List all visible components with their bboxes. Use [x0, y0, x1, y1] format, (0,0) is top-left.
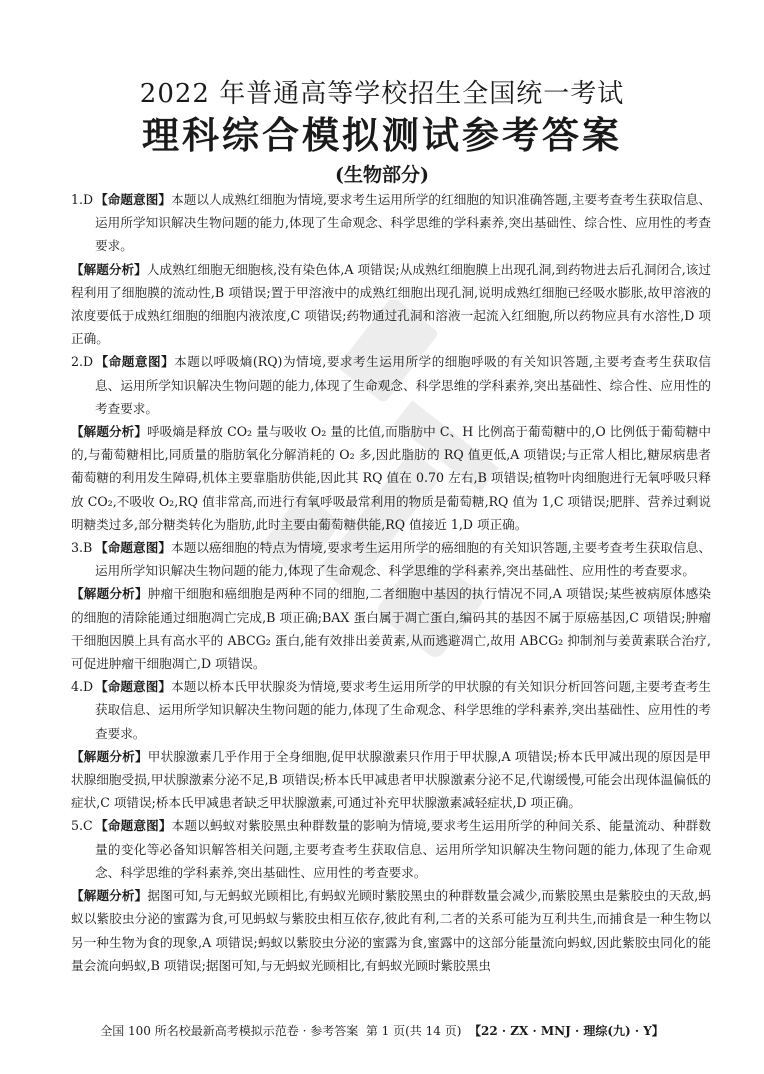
intent-label: 【命题意图】 [95, 192, 172, 207]
analysis-text: 肿瘤干细胞和癌细胞是两种不同的细胞,二者细胞中基因的执行情况不同,A 项错误;某些被病原体感染的细胞的清除能通过细胞凋亡完成,B 项正确;BAX 蛋白属于凋亡蛋白,编码其的基因不属于原癌基因,C 项错误;肿瘤干细胞因膜上具有高水平的 ABCG₂ 蛋白,能有效排出姜黄素,从而逃避凋亡,故用 ABCG₂ 抑制剂与姜黄素联合治疗,可促进肿瘤干细胞凋亡,D 项错误。 [71, 586, 711, 672]
question-block [71, 350, 711, 536]
exam-title: 2022 年普通高等学校招生全国统一考试 [139, 79, 625, 109]
question-intent [71, 188, 711, 258]
analysis-label: 【解题分析】 [71, 586, 148, 602]
answer-content [71, 188, 711, 977]
analysis-label: 【解题分析】 [71, 424, 148, 440]
question-intent [71, 675, 711, 745]
question-block [71, 536, 711, 675]
intent-label: 【命题意图】 [95, 818, 172, 834]
intent-text: 本题以人成熟红细胞为情境,要求考生运用所学的红细胞的知识准确答题,主要考查考生获取信息、运用所学知识解决生物问题的能力,体现了生命观念、科学思维的学科素养,突出基础性、综合性、应用性的考查要求。 [95, 192, 712, 254]
analysis-text: 呼吸熵是释放 CO₂ 量与吸收 O₂ 量的比值,而脂肪中 C、H 比例高于葡萄糖中的,O 比例低于葡萄糖中的,与葡萄糖相比,同质量的脂肪氧化分解消耗的 O₂ 多,因此脂肪的 RQ 值更低,A 项错误;与正常人相比,糖尿病患者葡萄糖的利用发生障碍,机体主要靠脂肪供能,因此其 RQ 值在 0.70 左右,B 项错误;植物叶肉细胞进行无氧呼吸只释放 CO₂,不吸收 O₂,RQ 值非常高,而进行有氧呼吸最常利用的物质是葡萄糖,RQ 值为 1,C 项错误;肥胖、营养过剩说明糖类过多,部分糖类转化为脂肪,此时主要由葡萄糖供能,RQ 值接近 1,D 项正确。 [71, 424, 712, 532]
intent-label: 【命题意图】 [95, 679, 172, 695]
footer-code: 【22 · ZX · MNJ · 理综(九) · Y】 [469, 1024, 664, 1038]
footer-page-info: 第 1 页(共 14 页) [365, 1024, 462, 1038]
question-number: 5.C [71, 818, 93, 834]
question-intent [71, 536, 711, 582]
analysis-label: 【解题分析】 [71, 261, 147, 277]
intent-text: 本题以蚂蚁对紫胶黑虫种群数量的影响为情境,要求考生运用所学的种间关系、能量流动、种群数量的变化等必备知识解答相关问题,主要考查考生获取信息、运用所学知识解决生物问题的能力,体现了生命观念、科学思维的学科素养,突出基础性、应用性的考查要求。 [95, 818, 711, 880]
footer-source: 全国 100 所名校最新高考模拟示范卷 · 参考答案 [100, 1024, 359, 1038]
main-title: 理科综合模拟测试参考答案 [142, 113, 622, 157]
intent-text: 本题以呼吸熵(RQ)为情境,要求考生运用所学的细胞呼吸的有关知识答题,主要考查考生获取信息、运用所学知识解决生物问题的能力,体现了生命观念、科学思维的学科素养,突出基础性、综合性、应用性的考查要求。 [95, 354, 711, 416]
question-number: 4.D [71, 679, 94, 695]
question-number: 1.D [71, 192, 94, 207]
question-analysis [71, 745, 711, 815]
intent-label: 【命题意图】 [95, 540, 172, 556]
question-number: 2.D [71, 354, 94, 370]
intent-label: 【命题意图】 [95, 354, 175, 370]
analysis-label: 【解题分析】 [71, 748, 148, 764]
analysis-text: 据图可知,与无蚂蚁光顾相比,有蚂蚁光顾时紫胶黑虫的种群数量会减少,而紫胶黑虫是紫胶虫的天敌,蚂蚁以紫胶虫分泌的蜜露为食,可见蚂蚁与紫胶虫相互依存,彼此有利,二者的关系可能为互利共生,而捕食是一种生物以另一种生物为食的现象,A 项错误;蚂蚁以紫胶虫分泌的蜜露为食,蜜露中的这部分能量流向蚂蚁,因此紫胶虫同化的能量会流向蚂蚁,B 项错误;据图可知,与无蚂蚁光顾相比,有蚂蚁光顾时紫胶黑虫 [71, 888, 711, 973]
question-analysis [71, 884, 711, 977]
question-intent [71, 350, 711, 420]
intent-text: 本题以桥本氏甲状腺炎为情境,要求考生运用所学的甲状腺的有关知识分析回答问题,主要考查考生获取信息、运用所学知识解决生物问题的能力,体现了生命观念、科学思维的学科素养,突出基础性、应用性的考查要求。 [95, 679, 712, 741]
page-footer [0, 1022, 764, 1040]
question-number: 3.B [71, 540, 93, 556]
question-analysis [71, 582, 711, 675]
section-subtitle: (生物部分) [335, 164, 429, 186]
analysis-text: 人成熟红细胞无细胞核,没有染色体,A 项错误;从成熟红细胞膜上出现孔洞,到药物进去后孔洞闭合,该过程利用了细胞膜的流动性,B 项错误;置于甲溶液中的成熟红细胞出现孔洞,说明成熟红细胞已经吸水膨胀,故甲溶液的浓度要低于成熟红细胞的细胞内液浓度,C 项错误;药物通过孔洞和溶液一起流入红细胞,所以药物应具有水溶性,D 项正确。 [71, 261, 711, 347]
analysis-text: 甲状腺激素几乎作用于全身细胞,促甲状腺激素只作用于甲状腺,A 项错误;桥本氏甲减出现的原因是甲状腺细胞受损,甲状腺激素分泌不足,B 项错误;桥本氏甲减患者甲状腺激素分泌不足,代谢缓慢,可能会出现体温偏低的症状,C 项错误;桥本氏甲减患者缺乏甲状腺激素,可通过补充甲状腺激素减轻症状,D 项正确。 [71, 748, 711, 811]
question-intent [71, 814, 711, 884]
question-block [71, 188, 711, 350]
question-analysis [71, 258, 711, 351]
intent-text: 本题以癌细胞的特点为情境,要求考生运用所学的癌细胞的有关知识答题,主要考查考生获取信息、运用所学知识解决生物问题的能力,体现了生命观念、科学思维的学科素养,突出基础性、应用性的考查要求。 [95, 540, 712, 579]
question-block [71, 675, 711, 814]
question-analysis [71, 420, 711, 536]
question-block [71, 814, 711, 976]
analysis-label: 【解题分析】 [71, 888, 148, 904]
